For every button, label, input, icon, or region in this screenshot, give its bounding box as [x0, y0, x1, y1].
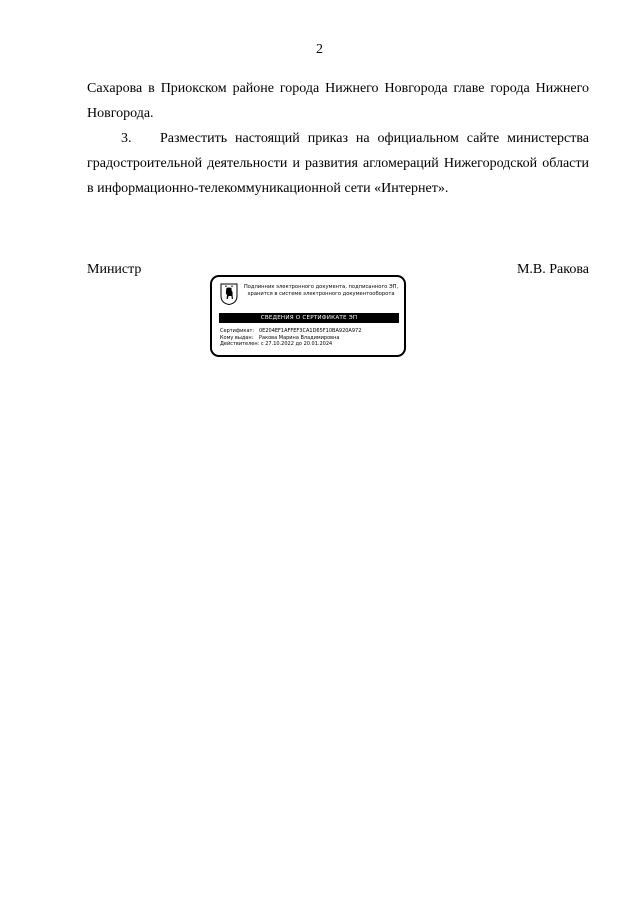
- stamp-header-line-2: хранится в системе электронного документооборота: [247, 291, 395, 297]
- valid-label: Действителен:: [220, 341, 260, 348]
- stamp-header-line-1: Подлинник электронного документа, подписанного ЭП,: [243, 284, 399, 290]
- paragraph-1-line-2: Новгорода.: [87, 106, 154, 121]
- certificate-label: Сертификат:: [220, 328, 255, 334]
- paragraph-1-line-1: Сахарова в Приокском районе города Нижнего Новгорода главе города Нижнего: [87, 81, 589, 96]
- issued-to-label: Кому выдан:: [220, 334, 254, 341]
- item-3-text: Разместить настоящий приказ на официальном сайте министерства градостроительной деятельности и развития агломераций Нижегородской области в информационно-телекоммуникационной сети «Интернет».: [87, 131, 589, 196]
- valid-value: с 27.10.2022 до 20.01.2024: [260, 341, 333, 348]
- deer-emblem-icon: [220, 283, 238, 305]
- stamp-header: [240, 284, 402, 298]
- stamp-title-bar: СВЕДЕНИЯ О СЕРТИФИКАТЕ ЭП: [219, 313, 399, 323]
- signatory-name: М.В. Ракова: [516, 262, 589, 277]
- certificate-row: [220, 328, 400, 335]
- page-number: 2: [316, 42, 323, 57]
- electronic-signature-stamp: [210, 275, 406, 357]
- paragraph-item-3: [87, 126, 589, 201]
- document-body: [87, 76, 589, 201]
- certificate-value: 0E204EF1AFFEF3CA1D65F10BA920A972: [259, 328, 362, 334]
- item-number: 3.: [121, 131, 132, 146]
- issued-to-value: Ракова Марина Владимировна: [259, 334, 340, 341]
- signatory-position: Министр: [87, 262, 142, 277]
- valid-row: [220, 341, 400, 348]
- stamp-details: [220, 328, 400, 348]
